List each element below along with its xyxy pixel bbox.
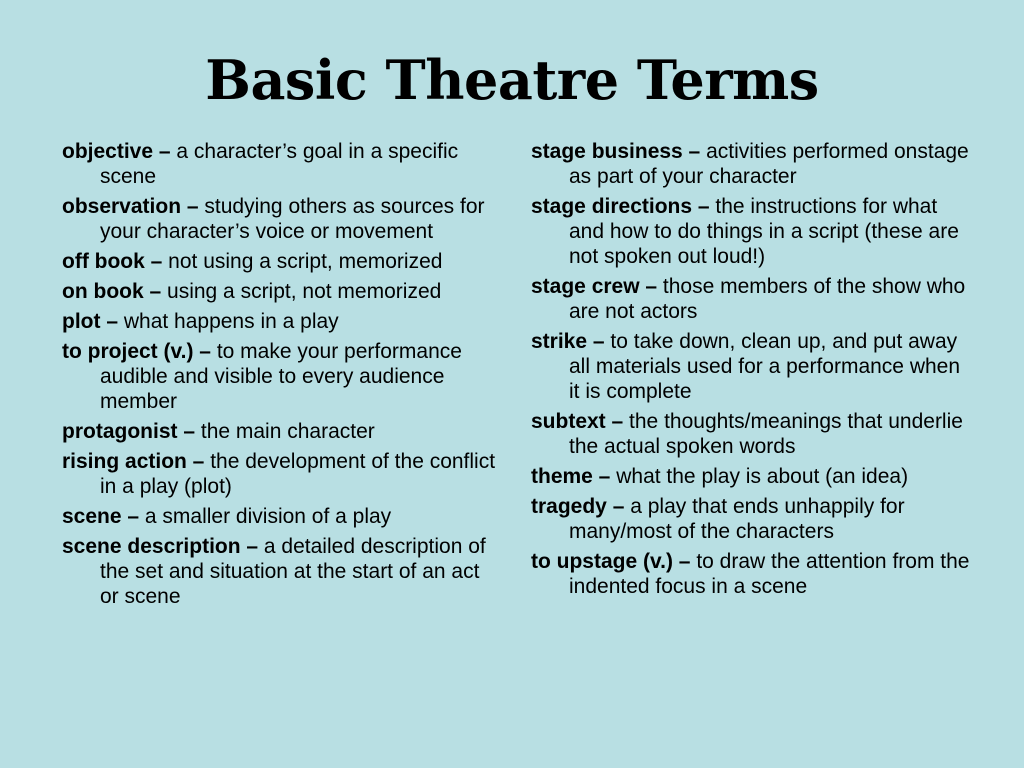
term-item xyxy=(531,409,971,459)
term-definition: a play that ends unhappily for many/most of the characters xyxy=(569,495,905,543)
term-item xyxy=(62,339,502,414)
term-definition: not using a script, memorized xyxy=(168,250,443,273)
term-definition: activities performed onstage as part of your character xyxy=(569,140,969,188)
term-definition: studying others as sources for your character’s voice or movement xyxy=(100,195,485,243)
term-definition: the development of the conflict in a play (plot) xyxy=(100,450,496,498)
term-name: scene – xyxy=(62,505,140,528)
term-name: rising action – xyxy=(62,450,205,473)
term-item xyxy=(531,194,971,269)
term-item xyxy=(531,329,971,404)
term-name: tragedy – xyxy=(531,495,625,518)
term-name: scene description – xyxy=(62,535,259,558)
term-name: stage directions – xyxy=(531,195,710,218)
term-definition: the thoughts/meanings that underlie the actual spoken words xyxy=(569,410,963,458)
term-definition: what happens in a play xyxy=(123,310,339,333)
term-item xyxy=(62,139,502,189)
term-definition: using a script, not memorized xyxy=(167,280,442,303)
term-name: stage crew – xyxy=(531,275,658,298)
term-name: protagonist – xyxy=(62,420,196,443)
term-name: to project (v.) – xyxy=(62,340,211,363)
term-name: stage business – xyxy=(531,140,701,163)
term-item xyxy=(62,449,502,499)
term-item xyxy=(62,249,502,274)
term-item xyxy=(62,419,502,444)
term-definition: a character’s goal in a specific scene xyxy=(100,140,459,188)
term-name: observation – xyxy=(62,195,199,218)
term-name: off book – xyxy=(62,250,163,273)
term-name: plot – xyxy=(62,310,118,333)
term-name: on book – xyxy=(62,280,162,303)
term-name: theme – xyxy=(531,465,611,488)
right-term-list xyxy=(531,139,971,604)
left-term-list xyxy=(62,139,502,614)
term-item xyxy=(62,534,502,609)
slide-title: Basic Theatre Terms xyxy=(205,48,819,112)
term-item xyxy=(531,549,971,599)
term-name: to upstage (v.) – xyxy=(531,550,691,573)
term-item xyxy=(531,464,971,489)
term-item xyxy=(531,139,971,189)
term-name: subtext – xyxy=(531,410,624,433)
term-definition: what the play is about (an idea) xyxy=(616,465,909,488)
term-definition: those members of the show who are not actors xyxy=(569,275,966,323)
term-definition: the main character xyxy=(200,420,375,443)
term-item xyxy=(531,274,971,324)
term-definition: a detailed description of the set and situation at the start of an act or scene xyxy=(100,535,486,608)
term-definition: to take down, clean up, and put away all materials used for a performance when it is complete xyxy=(569,330,961,403)
term-item xyxy=(62,309,502,334)
term-definition: to make your performance audible and visible to every audience member xyxy=(100,340,462,413)
term-item xyxy=(62,194,502,244)
term-item xyxy=(62,504,502,529)
term-name: objective – xyxy=(62,140,171,163)
term-definition: a smaller division of a play xyxy=(144,505,392,528)
term-definition: the instructions for what and how to do things in a script (these are not spoken out loud!) xyxy=(569,195,959,268)
term-item xyxy=(62,279,502,304)
term-name: strike – xyxy=(531,330,605,353)
term-item xyxy=(531,494,971,544)
term-definition: to draw the attention from the indented focus in a scene xyxy=(569,550,970,598)
